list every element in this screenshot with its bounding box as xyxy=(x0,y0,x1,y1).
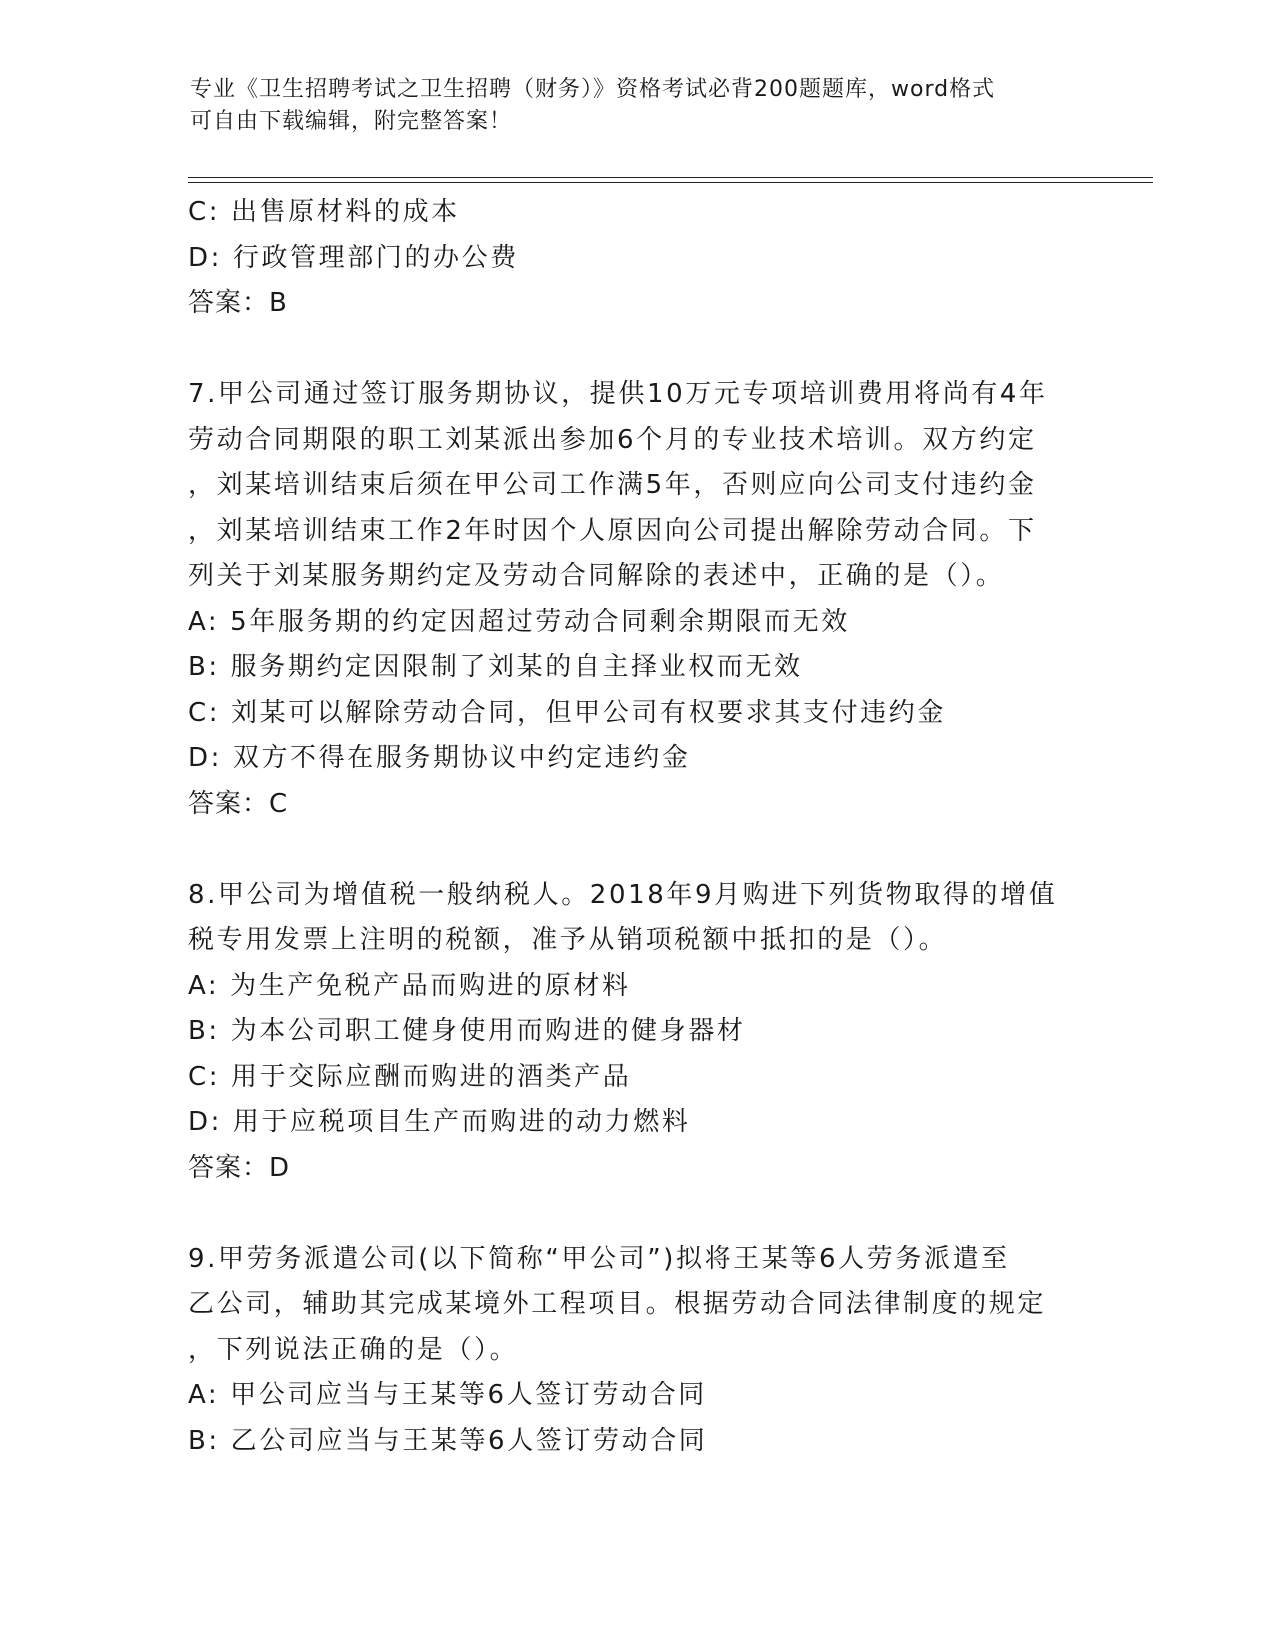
question-text-line: 乙公司，辅助其完成某境外工程项目。根据劳动合同法律制度的规定 xyxy=(188,1289,1047,1319)
option-b: B: 服务期约定因限制了刘某的自主择业权而无效 xyxy=(188,652,803,682)
option-d: D: 行政管理部门的办公费 xyxy=(188,242,519,273)
question-8 xyxy=(188,873,1088,1192)
question-text-line: 7.甲公司通过签订服务期协议，提供10万元专项培训费用将尚有4年 xyxy=(188,379,1048,409)
option-d: D: 用于应税项目生产而购进的动力燃料 xyxy=(188,1107,691,1137)
spacer xyxy=(188,827,1088,873)
carryover-question xyxy=(188,190,1088,327)
answer-line: 答案：D xyxy=(188,1152,291,1183)
option-a: A: 5年服务期的约定因超过劳动合同剩余期限而无效 xyxy=(188,606,850,637)
question-content xyxy=(188,190,1088,1464)
question-text-line: 9.甲劳务派遣公司(以下简称“甲公司”)拟将王某等6人劳务派遣至 xyxy=(188,1243,1010,1274)
question-9 xyxy=(188,1237,1088,1465)
option-c: C: 刘某可以解除劳动合同，但甲公司有权要求其支付违约金 xyxy=(188,697,946,728)
option-d: D: 双方不得在服务期协议中约定违约金 xyxy=(188,743,691,773)
question-text-line: 8.甲公司为增值税一般纳税人。2018年9月购进下列货物取得的增值 xyxy=(188,879,1058,910)
option-c: C: 用于交际应酬而购进的酒类产品 xyxy=(188,1061,632,1092)
header-rule-bottom xyxy=(188,182,1153,183)
header-rule-top xyxy=(188,177,1153,178)
header-line-2: 可自由下载编辑，附完整答案！ xyxy=(190,109,513,134)
option-c: C: 出售原材料的成本 xyxy=(188,197,460,227)
question-text-line: ，下列说法正确的是（）。 xyxy=(188,1334,519,1365)
question-text-line: 税专用发票上注明的税额，准予从销项税额中抵扣的是（）。 xyxy=(188,925,948,955)
question-7 xyxy=(188,372,1088,827)
answer-line: 答案：C xyxy=(188,788,289,819)
question-text-line: ，刘某培训结束后须在甲公司工作满5年，否则应向公司支付违约金 xyxy=(188,470,1037,500)
spacer xyxy=(188,327,1088,373)
header-line-1: 专业《卫生招聘考试之卫生招聘（财务）》资格考试必背200题题库，word格式 xyxy=(190,77,996,102)
page-header xyxy=(190,74,1070,138)
spacer xyxy=(188,1191,1088,1237)
question-text-line: 列关于刘某服务期约定及劳动合同解除的表述中，正确的是（）。 xyxy=(188,561,1005,591)
option-b: B: 为本公司职工健身使用而购进的健身器材 xyxy=(188,1016,746,1046)
option-b: B: 乙公司应当与王某等6人签订劳动合同 xyxy=(188,1425,708,1456)
question-text-line: ，刘某培训结束工作2年时因个人原因向公司提出解除劳动合同。下 xyxy=(188,515,1037,546)
option-a: A: 甲公司应当与王某等6人签订劳动合同 xyxy=(188,1380,707,1410)
question-text-line: 劳动合同期限的职工刘某派出参加6个月的专业技术培训。双方约定 xyxy=(188,424,1037,455)
answer-line: 答案：B xyxy=(188,288,288,318)
option-a: A: 为生产免税产品而购进的原材料 xyxy=(188,970,631,1001)
